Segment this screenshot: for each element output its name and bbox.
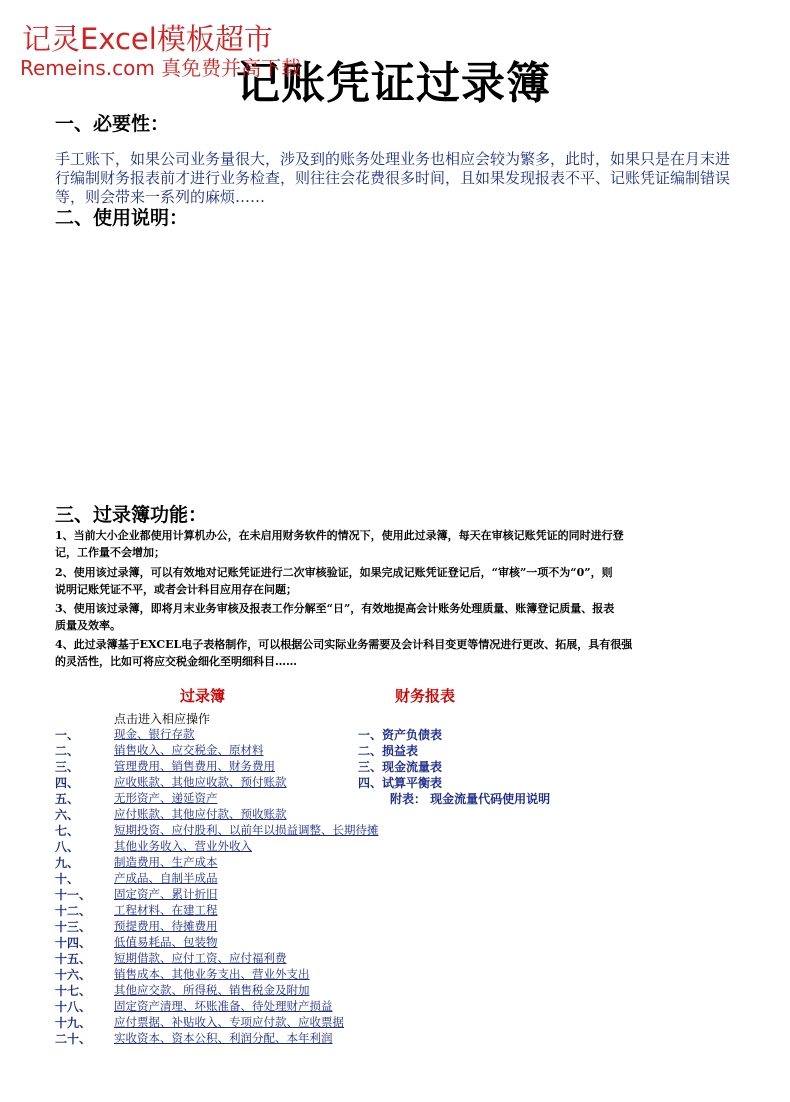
ledger-link[interactable]: 制造费用、生产成本: [114, 855, 218, 869]
ledger-index: 四、: [55, 776, 80, 790]
report-link[interactable]: 一、资产负债表: [358, 728, 443, 742]
ledger-index: 十、: [55, 872, 80, 886]
ledger-section-title: 过录簿: [180, 687, 226, 705]
page-title: 记账凭证过录簿: [236, 58, 551, 109]
ledger-index: 十八、: [55, 1000, 92, 1014]
watermark-line-1: 记灵Excel模板超市: [22, 22, 273, 56]
ledger-link[interactable]: 管理费用、销售费用、财务费用: [114, 759, 275, 773]
ledger-link[interactable]: 实收资本、资本公积、利润分配、本年利润: [114, 1031, 333, 1045]
ledger-link[interactable]: 工程材料、在建工程: [114, 903, 218, 917]
ledger-link[interactable]: 短期借款、应付工资、应付福利费: [114, 951, 287, 965]
ledger-index: 九、: [55, 856, 80, 870]
ledger-link[interactable]: 固定资产、累计折旧: [114, 887, 218, 901]
section-heading-functions: 三、过录簿功能：: [55, 504, 208, 526]
ledger-index: 五、: [55, 792, 80, 806]
ledger-link[interactable]: 其他业务收入、营业外收入: [114, 839, 252, 853]
ledger-link[interactable]: 其他应交款、所得税、销售税金及附加: [114, 983, 310, 997]
ledger-link[interactable]: 无形资产、递延资产: [114, 791, 218, 805]
ledger-index: 十一、: [55, 888, 92, 902]
ledger-index: 一、: [55, 728, 80, 742]
necessity-paragraph: 手工账下，如果公司业务量很大，涉及到的账务处理业务也相应会较为繁多，此时，如果只是在月末进行编制财务报表前才进行业务检查，则往往会花费很多时间，且如果发现报表不平、记账凭证编制错误等，则会带来一系列的麻烦……: [55, 150, 731, 206]
ledger-link[interactable]: 销售收入、应交税金、原材料: [114, 743, 264, 757]
ledger-index: 十五、: [55, 952, 92, 966]
ledger-link[interactable]: 低值易耗品、包装物: [114, 935, 218, 949]
ledger-link[interactable]: 短期投资、应付股利、以前年以损益调整、长期待摊: [114, 823, 379, 837]
ledger-link[interactable]: 应付账款、其他应付款、预收账款: [114, 807, 287, 821]
ledger-index: 二十、: [55, 1032, 92, 1046]
ledger-index: 十二、: [55, 904, 92, 918]
ledger-index: 十九、: [55, 1016, 92, 1030]
click-hint: 点击进入相应操作: [114, 712, 211, 726]
ledger-link[interactable]: 现金、银行存款: [114, 727, 195, 741]
ledger-link[interactable]: 应付票据、补贴收入、专项应付款、应收票据: [114, 1015, 344, 1029]
report-link[interactable]: 四、试算平衡表: [358, 776, 443, 790]
ledger-link[interactable]: 销售成本、其他业务支出、营业外支出: [114, 967, 310, 981]
section-heading-necessity: 一、必要性：: [55, 113, 170, 135]
ledger-link[interactable]: 产成品、自制半成品: [114, 871, 218, 885]
cashflow-code-appendix-link[interactable]: 附表： 现金流量代码使用说明: [390, 792, 551, 806]
ledger-index: 六、: [55, 808, 80, 822]
ledger-index: 七、: [55, 824, 80, 838]
report-link[interactable]: 三、现金流量表: [358, 760, 443, 774]
ledger-index: 二、: [55, 744, 80, 758]
watermark-line-2: Remeins.com 真免费并高下载: [20, 56, 302, 80]
ledger-link[interactable]: 应收账款、其他应收款、预付账款: [114, 775, 287, 789]
ledger-index: 八、: [55, 840, 80, 854]
report-link[interactable]: 二、损益表: [358, 744, 419, 758]
ledger-link[interactable]: 固定资产清理、坏账准备、待处理财产损益: [114, 999, 333, 1013]
section-heading-usage: 二、使用说明：: [55, 207, 189, 229]
function-item-4: 4、此过录簿基于EXCEL电子表格制作，可以根据公司实际业务需要及会计科目变更等情况进行更改、拓展，具有很强 的灵活性，比如可将应交税金细化至明细科目……: [55, 638, 633, 668]
ledger-index: 十七、: [55, 984, 92, 998]
reports-section-title: 财务报表: [395, 687, 456, 705]
ledger-index: 三、: [55, 760, 80, 774]
ledger-index: 十三、: [55, 920, 92, 934]
ledger-index: 十六、: [55, 968, 92, 982]
function-item-3: 3、使用该过录簿，即将月末业务审核及报表工作分解至“日”，有效地提高会计账务处理质量、账簿登记质量、报表 质量及效率。: [55, 602, 615, 632]
function-item-2: 2、使用该过录簿，可以有效地对记账凭证进行二次审核验证，如果完成记账凭证登记后，“审核”一项不为“0”，则 说明记账凭证不平，或者会计科目应用存在问题；: [55, 566, 613, 596]
function-item-1: 1、当前大小企业都使用计算机办公，在未启用财务软件的情况下，使用此过录簿，每天在审核记账凭证的同时进行登 记，工作量不会增加；: [55, 529, 624, 559]
ledger-link[interactable]: 预提费用、待摊费用: [114, 919, 218, 933]
ledger-index: 十四、: [55, 936, 92, 950]
